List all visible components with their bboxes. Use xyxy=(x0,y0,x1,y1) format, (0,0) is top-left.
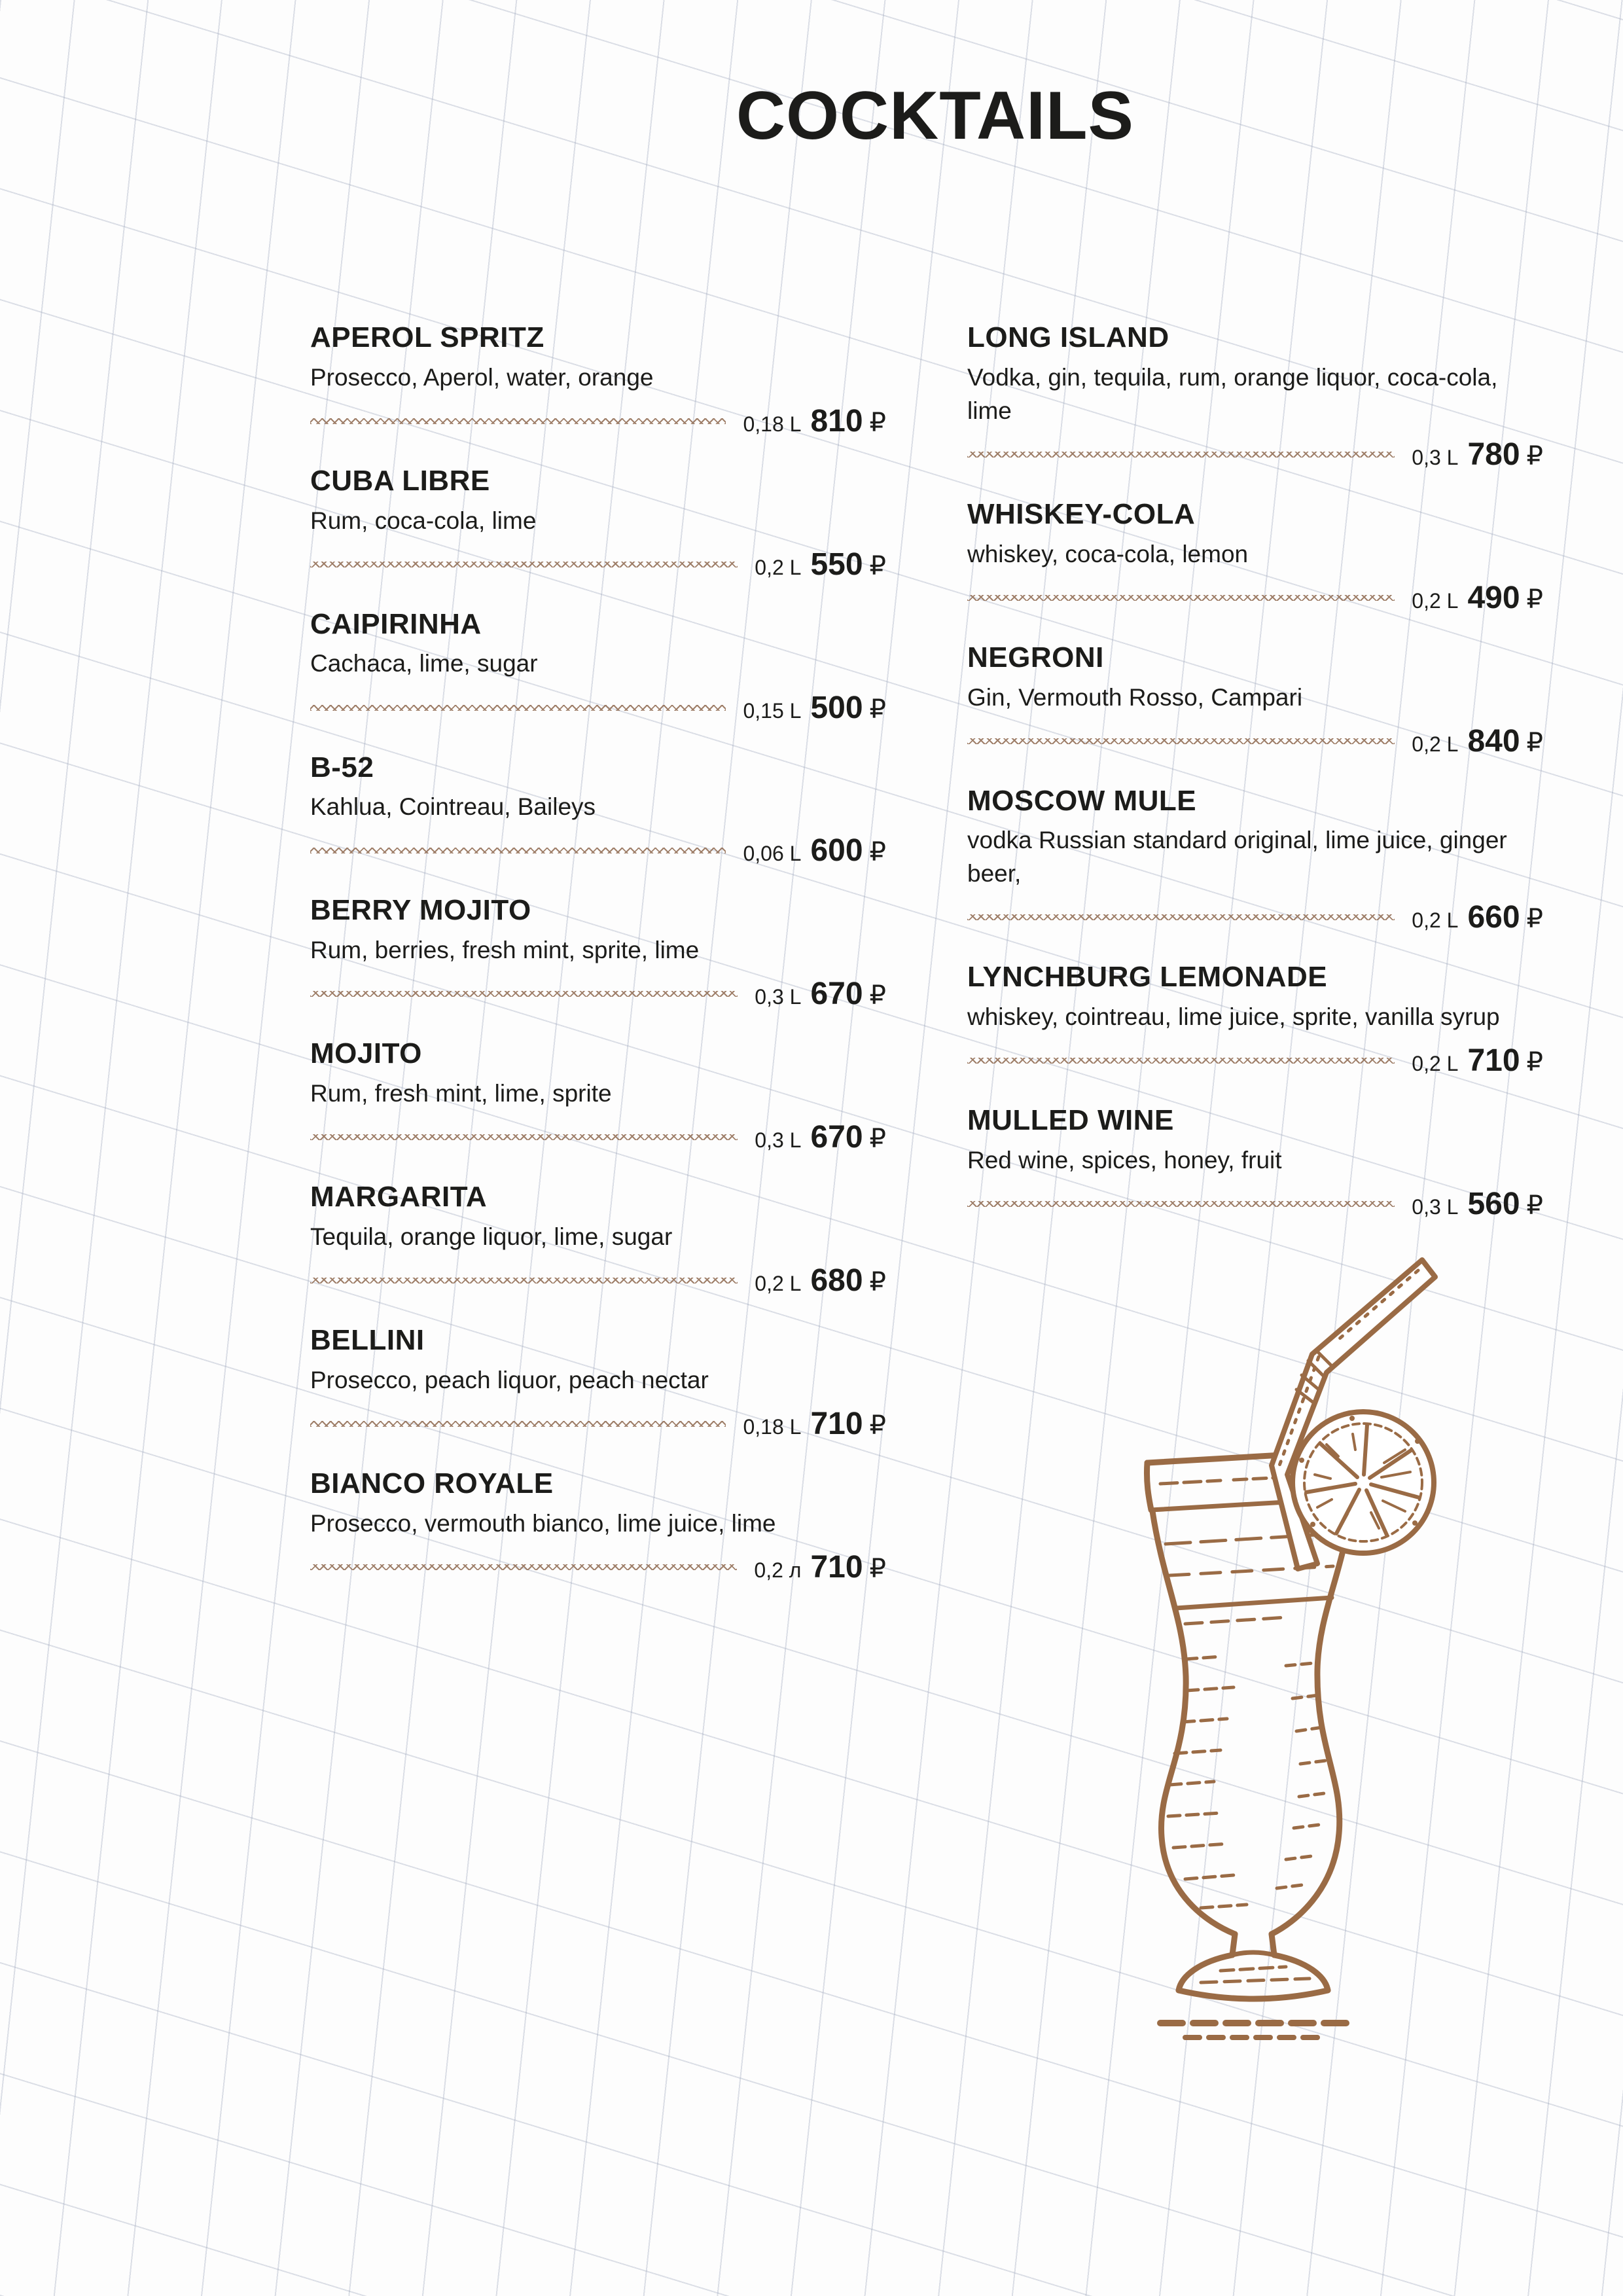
item-description: Prosecco, Aperol, water, orange xyxy=(310,363,654,391)
menu-item-cuba-libre xyxy=(310,464,886,583)
item-name: MOJITO xyxy=(310,1037,422,1070)
ruble-sign: ₽ xyxy=(869,1266,886,1297)
item-volume: 0,2 L xyxy=(1412,588,1459,613)
item-price: 660 xyxy=(1467,900,1520,935)
item-name: CAIPIRINHA xyxy=(310,607,482,640)
ruble-sign: ₽ xyxy=(1526,440,1543,471)
glass-foot xyxy=(1160,1934,1346,2037)
item-description: Rum, berries, fresh mint, sprite, lime xyxy=(310,937,700,964)
diamond-leader-line xyxy=(310,418,726,424)
menu-item-bianco-royale xyxy=(310,1467,886,1585)
menu-item-mojito xyxy=(310,1037,886,1155)
diamond-leader-line xyxy=(967,738,1395,744)
page-title: COCKTAILS xyxy=(736,78,1134,154)
item-volume: 0,2 L xyxy=(1412,908,1459,933)
price-row xyxy=(310,1263,886,1299)
item-name: CUBA LIBRE xyxy=(310,464,490,497)
diamond-leader-line xyxy=(310,991,738,997)
item-description: Prosecco, vermouth bianco, lime juice, lime xyxy=(310,1509,776,1537)
item-price: 670 xyxy=(810,1120,863,1155)
item-price: 710 xyxy=(810,1406,863,1441)
item-volume: 0,3 L xyxy=(755,1128,802,1153)
item-price: 710 xyxy=(810,1549,863,1585)
item-description: Tequila, orange liquor, lime, sugar xyxy=(310,1223,673,1250)
price-row xyxy=(967,1186,1543,1222)
item-volume: 0,2 L xyxy=(1412,1052,1459,1076)
menu-item-whiskey-cola xyxy=(967,497,1543,616)
price-row xyxy=(310,976,886,1012)
menu-item-b52 xyxy=(310,751,886,869)
price-row xyxy=(310,1119,886,1155)
price-row xyxy=(310,403,886,439)
item-price: 840 xyxy=(1467,723,1520,759)
item-name: MARGARITA xyxy=(310,1181,488,1213)
price-row xyxy=(310,547,886,583)
ruble-sign: ₽ xyxy=(1526,904,1543,935)
menu-item-margarita xyxy=(310,1180,886,1299)
item-description: Kahlua, Cointreau, Baileys xyxy=(310,793,596,821)
price-row xyxy=(310,1406,886,1442)
ruble-sign: ₽ xyxy=(1526,1047,1543,1078)
item-description: whiskey, cointreau, lime juice, sprite, vanilla syrup xyxy=(967,1003,1500,1031)
item-name: LONG ISLAND xyxy=(967,321,1169,353)
item-name: BERRY MOJITO xyxy=(310,894,531,927)
menu-item-caipirinha xyxy=(310,607,886,726)
diamond-leader-line xyxy=(310,848,726,853)
item-volume: 0,2 L xyxy=(755,1271,802,1295)
menu-column-left xyxy=(310,321,886,1610)
item-description: Rum, coca-cola, lime xyxy=(310,507,537,534)
ruble-sign: ₽ xyxy=(1526,584,1543,615)
item-description: Vodka, gin, tequila, rum, orange liquor, coca-cola, lime xyxy=(967,363,1498,424)
menu-item-mulled-wine xyxy=(967,1103,1543,1222)
diamond-leader-line xyxy=(310,1564,737,1570)
menu-item-lynchburg-lemonade xyxy=(967,960,1543,1079)
diamond-leader-line xyxy=(310,1134,738,1140)
menu-item-bellini xyxy=(310,1323,886,1442)
item-volume: 0,18 L xyxy=(743,412,802,436)
item-description: Prosecco, peach liquor, peach nectar xyxy=(310,1366,709,1393)
item-name: BIANCO ROYALE xyxy=(310,1467,554,1499)
ruble-sign: ₽ xyxy=(1526,1191,1543,1221)
diamond-leader-line xyxy=(967,1058,1395,1064)
item-price: 500 xyxy=(810,690,863,725)
item-name: BELLINI xyxy=(310,1323,425,1356)
item-price: 600 xyxy=(810,833,863,869)
item-volume: 0,3 L xyxy=(1412,1195,1459,1219)
ruble-sign: ₽ xyxy=(869,980,886,1011)
diamond-leader-line xyxy=(310,1421,726,1427)
item-price: 810 xyxy=(810,403,863,439)
glass-body xyxy=(1152,1499,1351,1934)
item-description: whiskey, coca-cola, lemon xyxy=(967,540,1249,567)
price-row xyxy=(310,690,886,726)
item-volume: 0,3 L xyxy=(755,985,802,1009)
diamond-leader-line xyxy=(967,452,1395,457)
menu-item-berry-mojito xyxy=(310,893,886,1012)
menu-item-moscow-mule xyxy=(967,784,1543,936)
ruble-sign: ₽ xyxy=(869,407,886,438)
item-name: MOSCOW MULE xyxy=(967,784,1197,817)
price-row xyxy=(967,437,1543,473)
item-price: 670 xyxy=(810,977,863,1012)
item-description: Gin, Vermouth Rosso, Campari xyxy=(967,683,1303,711)
item-volume: 0,15 L xyxy=(743,698,802,723)
item-volume: 0,3 L xyxy=(1412,445,1459,469)
ruble-sign: ₽ xyxy=(869,550,886,581)
item-volume: 0,2 L xyxy=(1412,732,1459,756)
menu-item-negroni xyxy=(967,641,1543,759)
item-volume: 0,2 л xyxy=(754,1558,802,1582)
price-row xyxy=(967,723,1543,759)
item-name: WHISKEY-COLA xyxy=(967,497,1196,530)
diamond-leader-line xyxy=(310,562,738,567)
item-price: 680 xyxy=(810,1263,863,1298)
ruble-sign: ₽ xyxy=(869,1124,886,1155)
price-row xyxy=(967,899,1543,935)
price-row xyxy=(310,1549,886,1585)
item-description: Rum, fresh mint, lime, sprite xyxy=(310,1080,612,1107)
ruble-sign: ₽ xyxy=(869,837,886,868)
item-description: Cachaca, lime, sugar xyxy=(310,650,538,677)
ruble-sign: ₽ xyxy=(869,694,886,725)
item-volume: 0,18 L xyxy=(743,1414,802,1439)
menu-item-long-island xyxy=(967,321,1543,473)
price-row xyxy=(310,833,886,869)
item-description: vodka Russian standard original, lime juice, ginger beer, xyxy=(967,827,1507,888)
item-volume: 0,06 L xyxy=(743,842,802,866)
price-row xyxy=(967,1043,1543,1079)
item-price: 560 xyxy=(1467,1187,1520,1222)
item-name: B-52 xyxy=(310,751,374,783)
ruble-sign: ₽ xyxy=(869,1410,886,1441)
item-name: NEGRONI xyxy=(967,641,1104,673)
item-description: Red wine, spices, honey, fruit xyxy=(967,1147,1282,1174)
cocktail-glass-illustration xyxy=(1122,1253,1463,2072)
item-volume: 0,2 L xyxy=(755,555,802,579)
diamond-leader-line xyxy=(967,1201,1395,1207)
diamond-leader-line xyxy=(967,595,1395,601)
menu-item-aperol-spritz xyxy=(310,321,886,439)
item-name: MULLED WINE xyxy=(967,1104,1174,1137)
citrus-slice xyxy=(1293,1412,1434,1553)
item-name: APEROL SPRITZ xyxy=(310,321,544,353)
item-price: 550 xyxy=(810,547,863,582)
diamond-leader-line xyxy=(310,705,726,711)
ruble-sign: ₽ xyxy=(869,1553,886,1584)
item-name: LYNCHBURG LEMONADE xyxy=(967,961,1328,994)
item-price: 780 xyxy=(1467,437,1520,472)
menu-column-right xyxy=(967,321,1543,1247)
item-price: 710 xyxy=(1467,1043,1520,1079)
ruble-sign: ₽ xyxy=(1526,727,1543,758)
diamond-leader-line xyxy=(310,1278,738,1283)
item-price: 490 xyxy=(1467,580,1520,615)
diamond-leader-line xyxy=(967,914,1395,920)
price-row xyxy=(967,580,1543,616)
